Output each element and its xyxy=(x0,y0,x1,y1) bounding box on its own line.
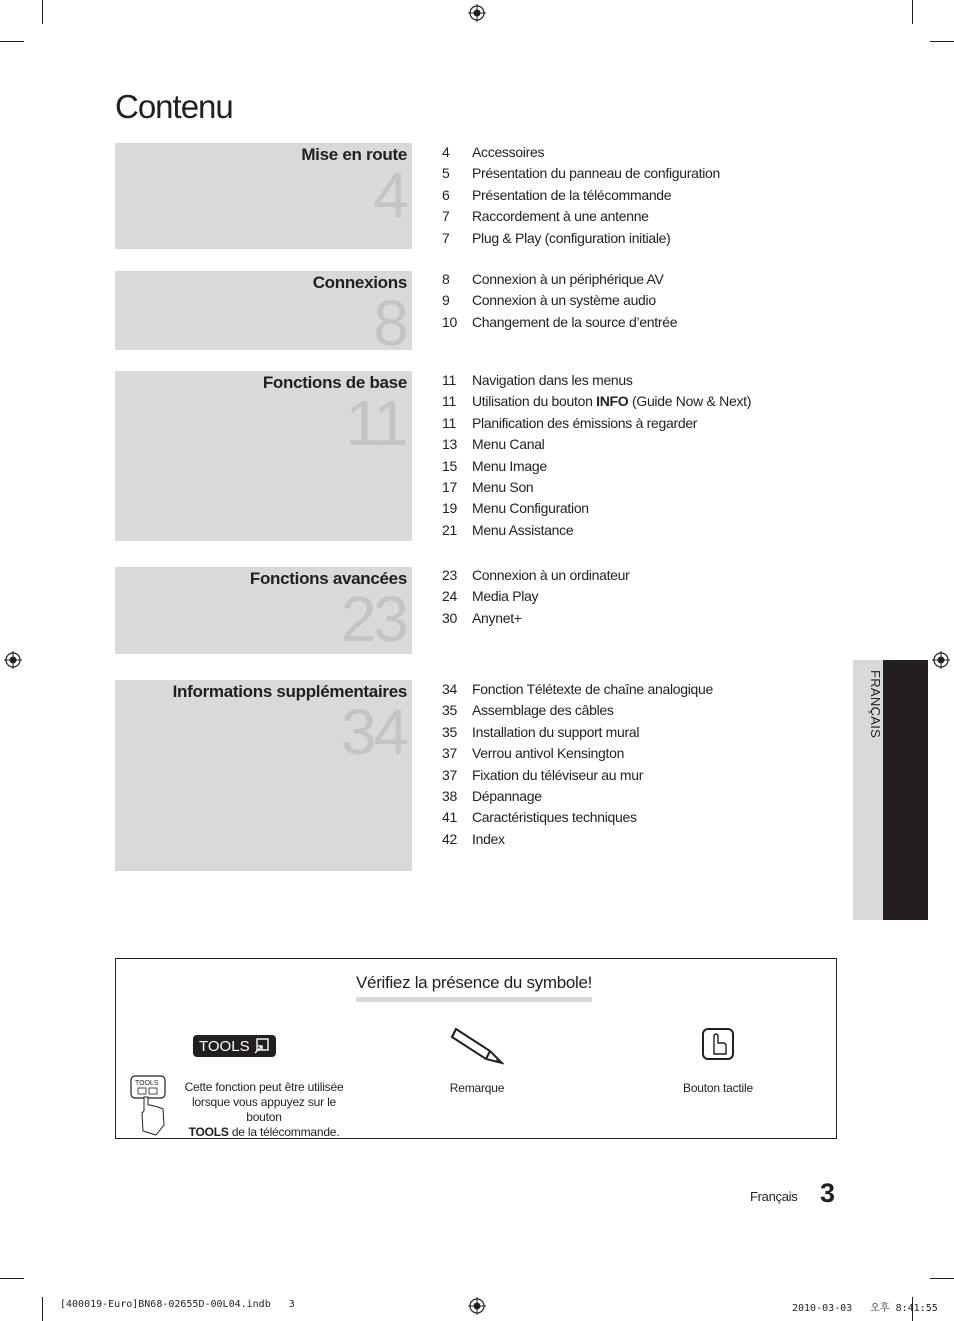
registration-mark-icon xyxy=(468,4,486,22)
tools-caption-line: Cette fonction peut être utilisée xyxy=(184,1080,344,1094)
section-name: Mise en route xyxy=(301,145,407,164)
toc-page: 4 xyxy=(442,144,450,160)
toc-text: Menu Canal xyxy=(472,436,545,453)
toc-item[interactable] xyxy=(442,767,713,788)
toc-item[interactable] xyxy=(442,745,713,766)
toc-item[interactable] xyxy=(442,724,713,745)
toc-page: 21 xyxy=(442,521,457,538)
section-fonctions-avancees xyxy=(115,567,412,654)
toc-item[interactable] xyxy=(442,479,751,500)
toc-page: 17 xyxy=(442,478,457,495)
section-informations-supplementaires xyxy=(115,680,412,871)
toc-text xyxy=(472,393,751,414)
toc-page: 11 xyxy=(442,393,456,410)
section-mise-en-route xyxy=(115,143,412,249)
toc-page: 30 xyxy=(442,609,457,626)
note-caption: Remarque xyxy=(449,1081,505,1095)
section-fonctions-de-base xyxy=(115,371,412,541)
toc-page: 7 xyxy=(442,208,450,225)
toc-item[interactable] xyxy=(442,436,751,457)
toc-text: Fixation du téléviseur au mur xyxy=(472,766,644,783)
toc-text: Plug & Play (configuration initiale) xyxy=(472,229,671,246)
toc-text: Dépannage xyxy=(472,787,542,804)
tools-caption-line xyxy=(174,1125,354,1140)
toc-text: Menu Image xyxy=(472,457,547,474)
toc-page: 10 xyxy=(442,313,457,330)
toc-item[interactable] xyxy=(442,165,720,186)
toc-text: Accessoires xyxy=(472,144,545,160)
section-number: 4 xyxy=(373,159,406,231)
symbol-heading: Vérifiez la présence du symbole! xyxy=(356,973,592,1002)
symbol-legend-box xyxy=(115,958,837,1139)
toc-item[interactable] xyxy=(442,208,720,229)
tools-caption-bold: TOOLS xyxy=(188,1125,229,1139)
crop-mark xyxy=(42,1297,43,1321)
toc-text: Media Play xyxy=(472,588,539,605)
toc-text: Planification des émissions à regarder xyxy=(472,414,698,431)
section-number: 23 xyxy=(340,583,406,655)
toc-text: Assemblage des câbles xyxy=(472,702,614,719)
toc-item[interactable] xyxy=(442,567,630,588)
toc-text: Présentation du panneau de configuration xyxy=(472,165,720,182)
toc-text: Caractéristiques techniques xyxy=(472,809,637,826)
toc-page: 38 xyxy=(442,787,457,804)
toc-text: Connexion à un périphérique AV xyxy=(472,271,664,287)
toc-item[interactable] xyxy=(442,522,751,543)
section-name: Informations supplémentaires xyxy=(172,682,407,701)
crop-mark xyxy=(0,41,24,42)
info-button-label: INFO xyxy=(596,393,629,410)
toc-text: Installation du support mural xyxy=(472,723,640,740)
toc-page: 11 xyxy=(442,372,456,388)
toc-item[interactable] xyxy=(442,230,720,251)
language-tab-label: FRANÇAIS xyxy=(868,670,883,739)
touch-caption: Bouton tactile xyxy=(683,1081,753,1095)
tools-badge-label: TOOLS xyxy=(199,1037,250,1055)
tools-remote-hand-icon xyxy=(130,1075,170,1137)
tools-caption xyxy=(174,1080,354,1140)
registration-mark-icon xyxy=(468,1297,486,1315)
tools-remote-label: TOOLS xyxy=(135,1080,159,1087)
pencil-note-icon xyxy=(450,1023,504,1065)
tools-return-icon xyxy=(254,1038,270,1054)
toc-text: Connexion à un ordinateur xyxy=(472,567,630,583)
toc-item[interactable] xyxy=(442,292,677,313)
toc-item[interactable] xyxy=(442,500,751,521)
toc-item[interactable] xyxy=(442,393,751,414)
toc-page: 8 xyxy=(442,271,450,287)
crop-mark xyxy=(930,41,954,42)
section-number: 11 xyxy=(345,387,406,459)
toc-item[interactable] xyxy=(442,458,751,479)
toc-text: Raccordement à une antenne xyxy=(472,208,649,225)
toc-page: 34 xyxy=(442,681,457,697)
toc-text-part: (Guide Now & Next) xyxy=(628,393,752,410)
toc-page: 5 xyxy=(442,165,450,182)
toc-list-mise-en-route xyxy=(442,144,720,251)
section-name: Connexions xyxy=(312,273,407,292)
print-slug-timestamp: 2010-03-03 오후 8:41:55 xyxy=(792,1303,938,1314)
section-number: 34 xyxy=(340,696,406,768)
toc-text: Menu Son xyxy=(472,478,534,495)
language-tab-block xyxy=(883,660,928,920)
toc-item[interactable] xyxy=(442,702,713,723)
toc-item[interactable] xyxy=(442,809,713,830)
footer-language: Français xyxy=(750,1189,798,1204)
toc-text: Menu Configuration xyxy=(472,500,589,517)
section-connexions xyxy=(115,271,412,359)
toc-text: Présentation de la télécommande xyxy=(472,186,672,203)
registration-mark-icon xyxy=(4,651,22,669)
toc-list-informations-supplementaires xyxy=(442,681,713,852)
toc-text: Changement de la source d’entrée xyxy=(472,313,678,330)
toc-text-part: Utilisation du bouton xyxy=(472,393,597,410)
toc-page: 11 xyxy=(442,414,456,431)
toc-text: Anynet+ xyxy=(472,609,522,626)
toc-page: 42 xyxy=(442,830,457,847)
toc-item[interactable] xyxy=(442,610,630,631)
toc-page: 19 xyxy=(442,500,457,517)
toc-item[interactable] xyxy=(442,831,713,852)
toc-page: 37 xyxy=(442,766,457,783)
toc-text: Navigation dans les menus xyxy=(472,372,633,388)
toc-text: Verrou antivol Kensington xyxy=(472,745,625,762)
toc-page: 24 xyxy=(442,588,457,605)
toc-page: 41 xyxy=(442,809,457,826)
toc-item[interactable] xyxy=(442,415,751,436)
section-name: Fonctions de base xyxy=(262,373,407,392)
toc-page: 15 xyxy=(442,457,457,474)
toc-page: 23 xyxy=(442,567,457,583)
toc-list-fonctions-de-base xyxy=(442,372,751,543)
toc-item[interactable] xyxy=(442,588,630,609)
toc-page: 13 xyxy=(442,436,457,453)
print-slug-file: [400019-Euro]BN68-02655D-00L04.indb 3 xyxy=(60,1299,295,1310)
toc-item[interactable] xyxy=(442,681,713,702)
toc-page: 9 xyxy=(442,292,450,309)
page-number: 3 xyxy=(820,1178,836,1208)
toc-page: 35 xyxy=(442,723,457,740)
crop-mark xyxy=(930,1278,954,1279)
toc-text: Index xyxy=(472,830,505,847)
crop-mark xyxy=(42,0,43,24)
toc-text: Menu Assistance xyxy=(472,521,574,538)
toc-page: 6 xyxy=(442,186,450,203)
tools-caption-tail: de la télécommande. xyxy=(228,1125,340,1139)
toc-page: 37 xyxy=(442,745,457,762)
tools-badge xyxy=(193,1035,276,1057)
toc-item[interactable] xyxy=(442,314,677,335)
section-number: 8 xyxy=(373,287,406,359)
toc-list-fonctions-avancees xyxy=(442,567,630,631)
tools-caption-line: lorsque vous appuyez sur le bouton xyxy=(191,1095,337,1124)
section-name: Fonctions avancées xyxy=(249,569,407,588)
toc-item[interactable] xyxy=(442,144,720,165)
crop-mark xyxy=(912,0,913,24)
page-title: Contenu xyxy=(115,88,233,125)
toc-item[interactable] xyxy=(442,788,713,809)
toc-text: Connexion à un système audio xyxy=(472,292,656,309)
toc-text: Fonction Télétexte de chaîne analogique xyxy=(472,681,714,697)
toc-list-connexions xyxy=(442,271,677,335)
crop-mark xyxy=(0,1278,24,1279)
toc-item[interactable] xyxy=(442,372,751,393)
toc-page: 35 xyxy=(442,702,457,719)
toc-item[interactable] xyxy=(442,187,720,208)
touch-button-icon xyxy=(701,1027,735,1061)
registration-mark-icon xyxy=(932,651,950,669)
toc-page: 7 xyxy=(442,229,450,246)
toc-item[interactable] xyxy=(442,271,677,292)
